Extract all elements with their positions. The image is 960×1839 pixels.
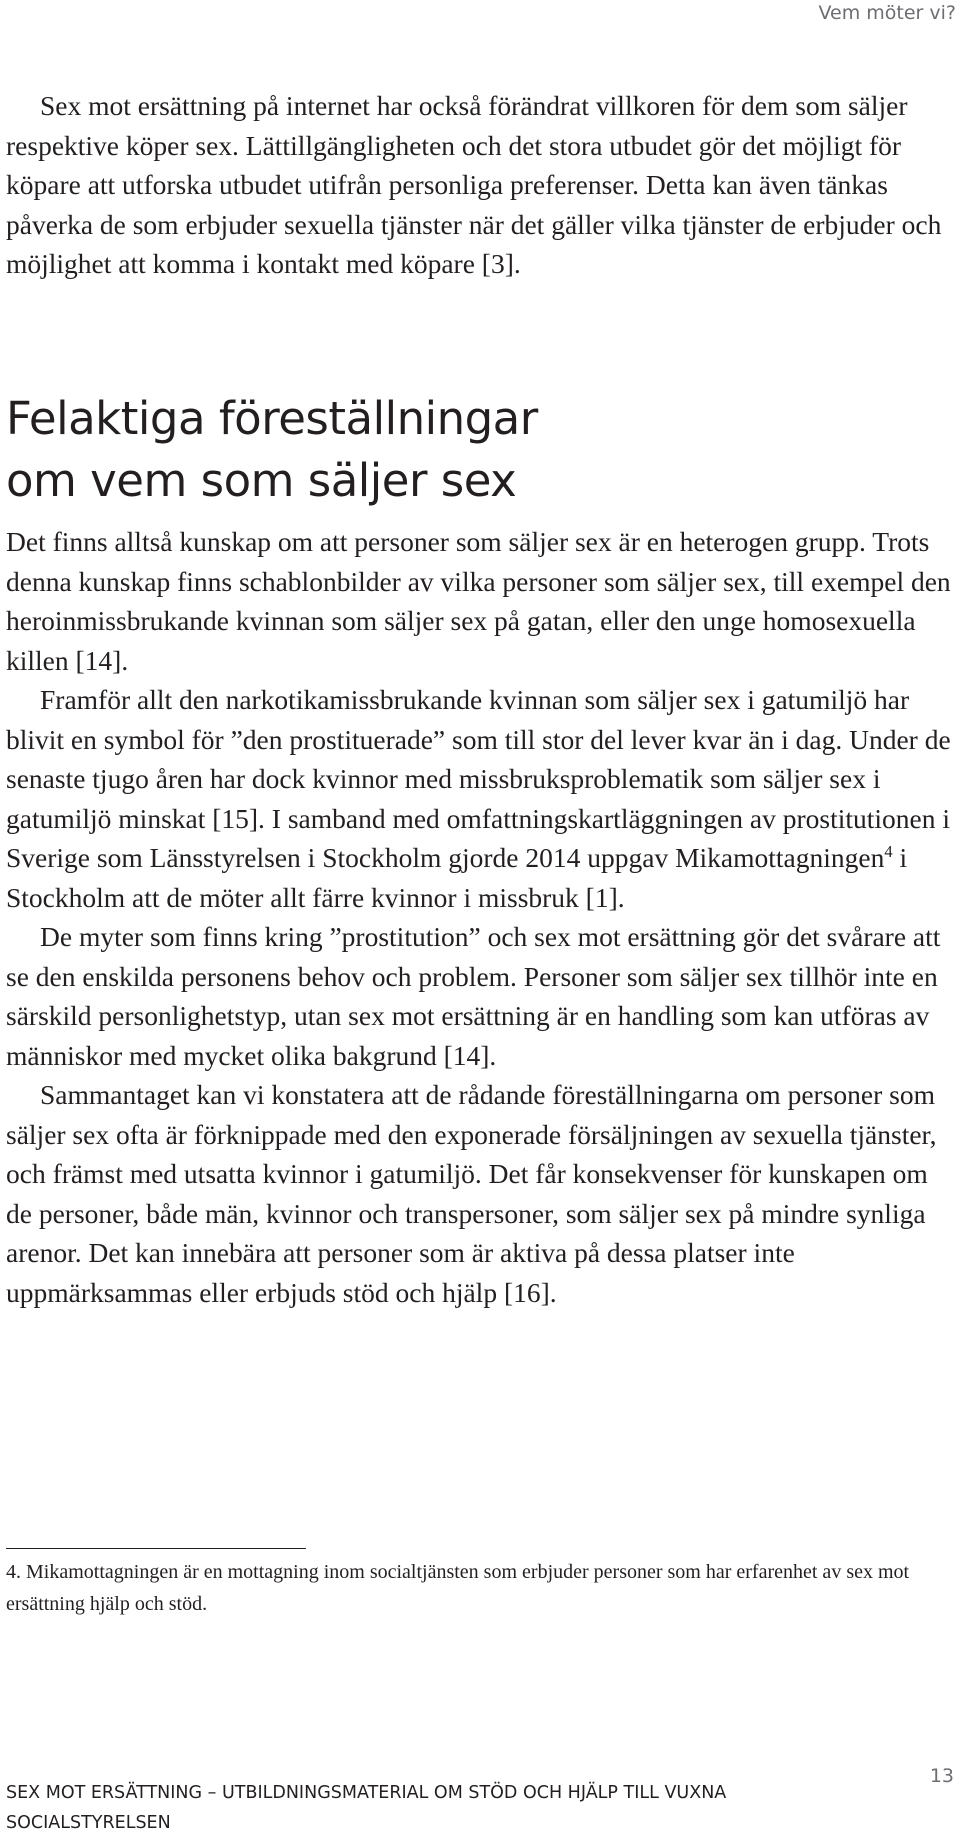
section-paragraph-4: Sammantaget kan vi konstatera att de rådande föreställningarna om personer som säljer sex ofta är förknippade med den exponerade försäljningen av sexuella tjänster, och främst med utsatta kvinnor i gatumiljö. Det får konsekvenser för kunskapen om de personer, både män, kvinnor och transpersoner, som säljer sex på mindre synliga arenor. Det kan innebära att personer som är aktiva på dessa platser inte uppmärksammas eller erbjuds stöd och hjälp [16]. <box>6 1079 937 1308</box>
section-heading-line-2: om vem som säljer sex <box>6 454 517 507</box>
section-body <box>6 522 956 1312</box>
section-paragraph-2-text: Framför allt den narkotikamissbrukande kvinnan som säljer sex i gatumiljö har blivit en symbol för ”den prostituerade” som till stor del lever kvar än i dag. Under de senaste tjugo åren har dock kvinnor med missbruksproblematik som säljer sex i gatumiljö minskat [15]. I samband med omfattningskartläggningen av prostitutionen i Sverige som Länsstyrelsen i Stockholm gjorde 2014 uppgav Mikamottagningen <box>6 684 951 873</box>
footer-publication-title: SEX MOT ERSÄTTNING – UTBILDNINGSMATERIAL OM STÖD OCH HJÄLP TILL VUXNA <box>6 1783 727 1803</box>
intro-section <box>6 86 956 284</box>
running-head: Vem möter vi? <box>818 2 956 24</box>
intro-paragraph: Sex mot ersättning på internet har också förändrat villkoren för dem som säljer respektive köper sex. Lättillgängligheten och det stora utbudet gör det möjligt för köpare att utforska utbudet utifrån personliga preferenser. Detta kan även tänkas påverka de som erbjuder sexuella tjänster när det gäller vilka tjänster de erbjuder och möjlighet att komma i kontakt med köpare [3]. <box>6 90 942 279</box>
footnote-reference: 4 <box>884 841 893 861</box>
section-heading <box>6 388 538 512</box>
footnote-divider <box>6 1548 306 1549</box>
section-heading-line-1: Felaktiga föreställningar <box>6 392 538 445</box>
section-paragraph-2 <box>6 680 956 917</box>
page-footer <box>6 1778 726 1838</box>
footnote: 4. Mikamottagningen är en mottagning inom socialtjänsten som erbjuder personer som har erfarenhet av sex mot ersättning hjälp och stöd. <box>6 1561 910 1615</box>
footer-publisher: SOCIALSTYRELSEN <box>6 1813 171 1833</box>
section-paragraph-2-end: i Stockholm att de möter allt färre kvinnor i missbruk [1]. <box>6 842 908 913</box>
page-number: 13 <box>929 1765 954 1787</box>
section-paragraph-1: Det finns alltså kunskap om att personer som säljer sex är en heterogen grupp. Trots denna kunskap finns schablonbilder av vilka personer som säljer sex, till exempel den heroinmissbrukande kvinnan som säljer sex på gatan, eller den unge homosexuella killen [14]. <box>6 526 951 676</box>
section-paragraph-3: De myter som finns kring ”prostitution” och sex mot ersättning gör det svårare att se den enskilda personens behov och problem. Personer som säljer sex tillhör inte en särskild personlighetstyp, utan sex mot ersättning är en handling som kan utföras av människor med mycket olika bakgrund [14]. <box>6 921 941 1071</box>
